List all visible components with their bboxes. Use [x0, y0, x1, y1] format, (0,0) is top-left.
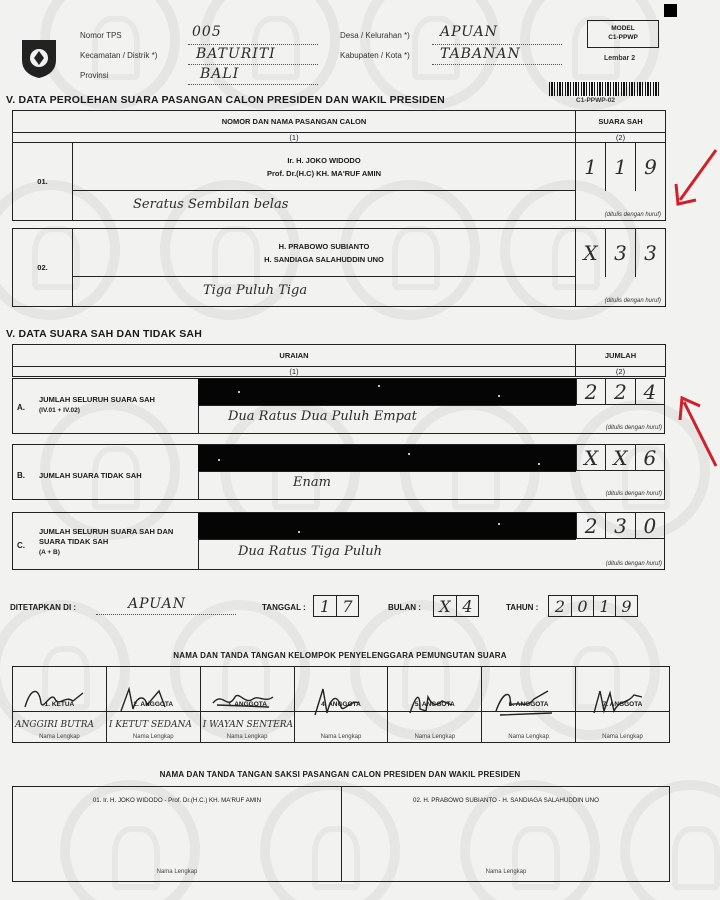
signature-cell — [576, 667, 670, 743]
votes-section-title: V. DATA PEROLEHAN SUARA PASANGAN CALON PRESIDEN DAN WAKIL PRESIDEN — [6, 94, 445, 106]
date-digit: 1 — [593, 596, 615, 616]
saksi-right: 02. H. PRABOWO SUBIANTO - H. SANDIAGA SALAHUDDIN UNO — [413, 797, 599, 804]
model-title: MODEL — [611, 25, 635, 32]
place-label: DITETAPKAN DI : — [10, 603, 77, 612]
signature-foot: Nama Lengkap — [508, 734, 549, 740]
signature-cell — [13, 667, 107, 743]
valid-table — [12, 344, 666, 377]
signature-foot: Nama Lengkap — [132, 734, 174, 740]
row-words: Enam — [293, 475, 331, 490]
valid-col-total: JUMLAH — [576, 345, 666, 367]
tanggal-label: TANGGAL : — [262, 603, 306, 612]
signature-role: 2. ANGGOTA — [107, 698, 200, 712]
vote-words: Seratus Sembilan belas — [133, 197, 289, 212]
signature-role: 5. ANGGOTA — [388, 698, 481, 712]
signature-foot: Nama Lengkap — [602, 734, 643, 740]
place-value: APUAN — [128, 596, 187, 612]
votes-col-idx-2: (2) — [576, 133, 666, 143]
signature-icon — [115, 685, 185, 715]
model-code: C1-PPWP — [608, 34, 638, 41]
signature-foot: Nama Lengkap — [226, 734, 268, 740]
row-words: Dua Ratus Dua Puluh Empat — [228, 409, 417, 424]
signature-role: 7. ANGGOTA — [576, 698, 669, 712]
redaction-bar — [198, 445, 576, 471]
table-row — [13, 143, 666, 191]
row-sublabel: (A + B) — [39, 549, 60, 556]
date-digit: 0 — [571, 596, 593, 616]
signature-foot: Nama Lengkap — [320, 734, 362, 740]
signature-icon — [303, 685, 373, 721]
vote-digits-cell — [576, 229, 666, 307]
signature-icon — [490, 685, 560, 721]
model-box — [587, 20, 659, 48]
signature-cell — [294, 667, 388, 743]
kecamatan-label: Kecamatan / Distrik *) — [80, 51, 158, 60]
vote-digit: 1 — [584, 155, 597, 179]
saksi-box — [12, 786, 670, 882]
signature-role: 4. ANGGOTA — [295, 698, 388, 712]
bulan-label: BULAN : — [388, 603, 421, 612]
signature-foot: Nama Lengkap — [39, 734, 80, 740]
tahun-label: TAHUN : — [506, 603, 539, 612]
signature-icon — [209, 685, 279, 715]
saksi-foot-right: Nama Lengkap — [485, 869, 527, 875]
row-words-note: (ditulis dengan huruf) — [605, 491, 662, 497]
row-words-note: (ditulis dengan huruf) — [605, 425, 662, 431]
table-row — [13, 229, 666, 277]
row-digit: 6 — [635, 445, 664, 470]
signature-icon — [396, 685, 466, 721]
row-digits-cell — [576, 513, 664, 539]
row-letter: C. — [17, 541, 25, 550]
row-words: Dua Ratus Tiga Puluh — [238, 544, 382, 559]
valid-col-name: URAIAN — [13, 345, 576, 367]
saksi-foot-left: Nama Lengkap — [156, 869, 198, 875]
tps-value: 005 — [192, 24, 222, 40]
desa-value: APUAN — [440, 24, 499, 40]
table-row — [12, 512, 665, 570]
saksi-title: NAMA DAN TANDA TANGAN SAKSI PASANGAN CALON PRESIDEN DAN WAKIL PRESIDEN — [159, 770, 521, 779]
signature-cell — [106, 667, 200, 743]
candidate-number: 02. — [13, 229, 73, 307]
signature-icon — [21, 685, 91, 715]
desa-label: Desa / Kelurahan *) — [340, 31, 410, 40]
row-digit: 4 — [635, 379, 664, 404]
barcode-code: C1-PPWP-02 — [576, 97, 616, 104]
signature-role: 6. ANGGOTA — [482, 698, 575, 712]
kecamatan-value: BATURITI — [196, 46, 276, 62]
signature-role: 1. KETUA — [13, 698, 106, 712]
vote-words-cell — [73, 191, 662, 221]
row-label: JUMLAH SELURUH SUARA SAH DAN SUARA TIDAK SAH — [39, 527, 174, 546]
row-letter: A. — [17, 403, 25, 412]
vote-digit: X — [583, 241, 598, 265]
vote-words: Tiga Puluh Tiga — [203, 283, 308, 298]
date-digit: 7 — [336, 596, 358, 616]
valid-col-idx-2: (2) — [576, 367, 666, 377]
vote-words-note: (ditulis dengan huruf) — [604, 212, 662, 218]
row-sublabel: (IV.01 + IV.02) — [39, 407, 80, 414]
row-digit: 2 — [584, 379, 598, 404]
row-digit: 3 — [605, 513, 634, 538]
date-digit: X — [439, 596, 451, 616]
signature-role: 3. ANGGOTA — [201, 698, 294, 712]
date-digit: 1 — [319, 596, 331, 616]
provinsi-label: Provinsi — [80, 71, 109, 80]
signature-icon — [584, 685, 654, 721]
redaction-bar — [198, 513, 576, 539]
vote-digit: 1 — [605, 143, 635, 191]
provinsi-value: BALI — [200, 66, 240, 82]
table-row — [12, 444, 665, 500]
row-words-note: (ditulis dengan huruf) — [605, 561, 662, 567]
candidate-names — [73, 143, 576, 191]
signature-name: I WAYAN SENTERA — [202, 720, 293, 730]
votes-col-votes: SUARA SAH — [576, 111, 666, 133]
signature-cell — [200, 667, 294, 743]
votes-col-idx-1: (1) — [13, 133, 576, 143]
logo-text: KOMISI — [24, 34, 42, 40]
vote-digit: 3 — [635, 229, 665, 277]
candidate-number: 01. — [13, 143, 73, 221]
signature-cell — [388, 667, 482, 743]
candidate-name-1: H. PRABOWO SUBIANTO — [278, 241, 370, 251]
row-digit: 2 — [605, 379, 634, 404]
vote-digit: 3 — [605, 229, 635, 277]
valid-col-idx-1: (1) — [13, 367, 576, 377]
kpps-title: NAMA DAN TANDA TANGAN KELOMPOK PENYELENGGARA PEMUNGUTAN SUARA — [173, 651, 507, 660]
annotation-arrow-icon — [670, 146, 720, 210]
vote-words-note: (ditulis dengan huruf) — [604, 298, 662, 304]
tahun-box — [548, 595, 638, 617]
vote-digit: 9 — [635, 143, 665, 191]
kpu-logo-icon — [18, 34, 60, 80]
sheet-label: Lembar 2 — [604, 55, 636, 62]
candidate-name-2: Prof. Dr.(H.C) KH. MA'RUF AMIN — [267, 168, 381, 178]
vote-words-cell — [73, 277, 662, 307]
valid-section-title: V. DATA SUARA SAH DAN TIDAK SAH — [6, 328, 202, 340]
date-digit: 2 — [554, 596, 566, 616]
signature-foot: Nama Lengkap — [414, 734, 456, 740]
candidate-name-1: Ir. H. JOKO WIDODO — [287, 155, 361, 165]
barcode-icon — [549, 82, 661, 96]
saksi-left: 01. Ir. H. JOKO WIDODO - Prof. Dr.(H.C.) KH. MA'RUF AMIN — [92, 797, 262, 804]
candidate-name-2: H. SANDIAGA SALAHUDDIN UNO — [264, 254, 384, 264]
tps-label: Nomor TPS — [80, 31, 122, 40]
row-digits-cell — [576, 379, 664, 405]
date-digit: 9 — [615, 596, 637, 616]
row-digit: 2 — [584, 513, 598, 538]
votes-col-name: NOMOR DAN NAMA PASANGAN CALON — [13, 111, 576, 133]
vote-digits-cell — [576, 143, 666, 221]
votes-table — [12, 110, 666, 307]
date-digit: 4 — [456, 596, 478, 616]
row-digit: X — [605, 445, 634, 470]
row-label: JUMLAH SUARA TIDAK SAH — [39, 471, 142, 480]
kabupaten-value: TABANAN — [440, 46, 521, 62]
table-row — [12, 378, 665, 434]
row-label: JUMLAH SELURUH SUARA SAH — [39, 395, 155, 404]
signature-cell — [482, 667, 576, 743]
row-digit: X — [584, 445, 599, 470]
tanggal-box — [313, 595, 359, 617]
bulan-box — [433, 595, 479, 617]
kpps-signature-table — [12, 666, 670, 743]
signature-name: I KETUT SEDANA — [108, 720, 192, 730]
row-digit: 0 — [635, 513, 664, 538]
corner-marker — [664, 4, 677, 17]
redaction-bar — [198, 379, 576, 405]
signature-name: ANGGIRI BUTRA — [15, 720, 94, 730]
row-letter: B. — [17, 471, 25, 480]
annotation-arrow-icon — [676, 394, 720, 470]
candidate-names — [73, 229, 576, 277]
kabupaten-label: Kabupaten / Kota *) — [340, 51, 410, 60]
row-digits-cell — [576, 445, 664, 471]
